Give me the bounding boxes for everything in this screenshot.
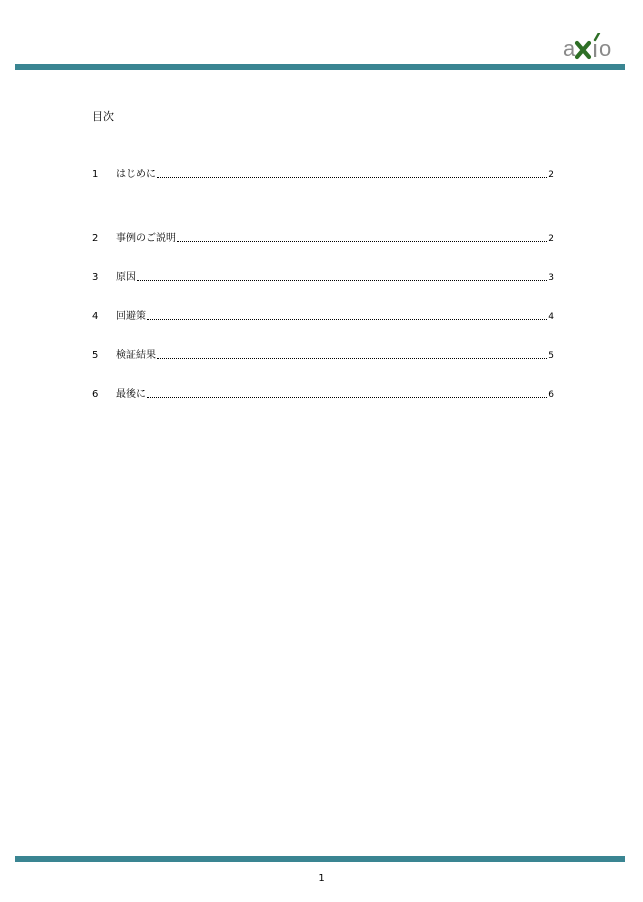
toc-list <box>92 168 554 402</box>
footer-rule <box>15 856 625 862</box>
toc-entry-case-description[interactable] <box>92 207 554 246</box>
toc-entry-number: 3 <box>92 272 99 283</box>
toc-entry-title: はじめに <box>116 169 156 180</box>
axio-logo <box>562 33 626 63</box>
toc-entry-title: 回避策 <box>116 311 146 322</box>
toc-heading: 目次 <box>92 110 114 123</box>
toc-entry-number: 5 <box>92 350 99 361</box>
toc-dot-leader <box>177 240 547 242</box>
toc-dot-leader <box>157 357 547 359</box>
toc-entry-introduction[interactable] <box>92 168 554 182</box>
toc-entry-page: 5 <box>548 351 554 361</box>
toc-entry-title: 検証結果 <box>116 350 156 361</box>
toc-entry-workaround[interactable] <box>92 285 554 324</box>
toc-entry-number: 2 <box>92 233 99 244</box>
toc-dot-leader <box>147 318 547 320</box>
toc-entry-title: 最後に <box>116 389 146 400</box>
toc-entry-number: 1 <box>92 169 99 180</box>
toc-entry-page: 2 <box>548 170 554 180</box>
toc-dot-leader <box>157 176 547 178</box>
toc-entry-page: 4 <box>548 312 554 322</box>
toc-entry-verification-results[interactable] <box>92 324 554 363</box>
toc-entry-number: 4 <box>92 311 99 322</box>
toc-entry-conclusion[interactable] <box>92 363 554 402</box>
toc-entry-title: 事例のご説明 <box>116 233 176 244</box>
logo-letter-o: o <box>599 36 612 61</box>
logo-letter-x <box>577 43 589 57</box>
toc-entry-number: 6 <box>92 389 99 400</box>
toc-dot-leader <box>147 396 547 398</box>
toc-entry-title: 原因 <box>116 272 136 283</box>
toc-entry-cause[interactable] <box>92 246 554 285</box>
logo-letter-a: a <box>563 36 576 61</box>
header-rule <box>15 64 625 70</box>
page-number: 1 <box>318 873 325 884</box>
toc-entry-page: 3 <box>548 273 554 283</box>
toc-dot-leader <box>137 279 547 281</box>
toc-entry-page: 6 <box>548 390 554 400</box>
toc-entry-page: 2 <box>548 234 554 244</box>
